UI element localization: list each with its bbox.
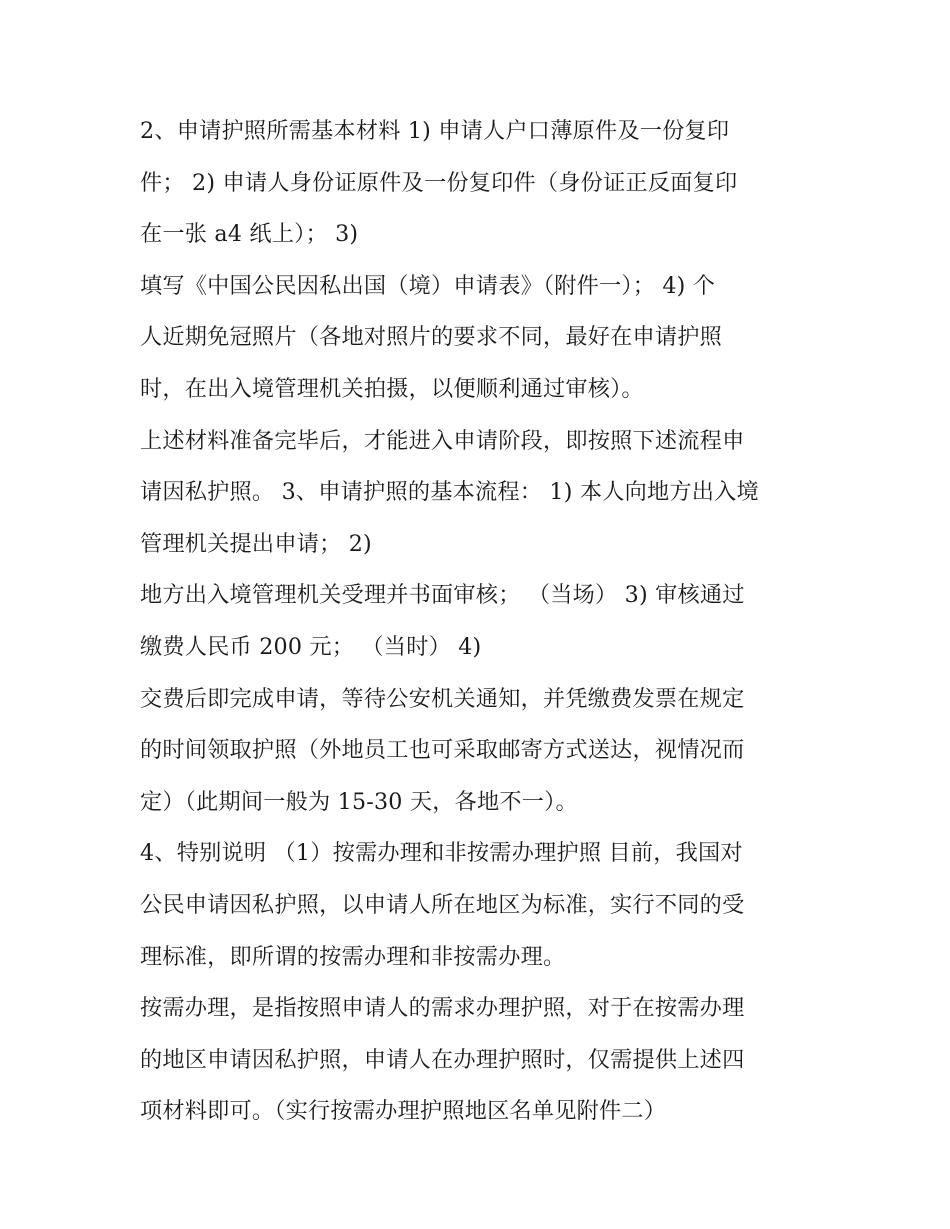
text-line: 定）（此期间一般为 15-30 天，各地不一）。: [140, 788, 578, 815]
text-line: 交费后即完成申请，等待公安机关通知，并凭缴费发票在规定: [140, 685, 745, 712]
document-body: [140, 108, 820, 1140]
text-line: 件； 2) 申请人身份证原件及一份复印件（身份证正反面复印: [140, 169, 738, 196]
text-line: 按需办理，是指按照申请人的需求办理护照，对于在按需办理: [140, 995, 745, 1022]
text-line: 4、特别说明 （1）按需办理和非按需办理护照 目前，我国对: [140, 840, 743, 867]
text-line: 2、申请护照所需基本材料 1) 申请人户口薄原件及一份复印: [140, 118, 730, 144]
text-line: 人近期免冠照片（各地对照片的要求不同，最好在申请护照: [140, 324, 723, 351]
text-line: 上述材料准备完毕后，才能进入申请阶段，即按照下述流程申: [140, 427, 745, 454]
text-line: 缴费人民币 200 元； （当时） 4): [140, 633, 482, 660]
text-line: 请因私护照。 3、申请护照的基本流程： 1) 本人向地方出入境: [140, 479, 759, 506]
text-line: 的地区申请因私护照，申请人在办理护照时，仅需提供上述四: [140, 1046, 745, 1073]
text-line: 管理机关提出申请； 2): [140, 530, 372, 557]
text-line: 的时间领取护照（外地员工也可采取邮寄方式送达，视情况而: [140, 737, 745, 764]
text-line: 在一张 a4 纸上）； 3): [140, 221, 359, 248]
text-line: 地方出入境管理机关受理并书面审核； （当场） 3) 审核通过: [140, 582, 745, 609]
text-line: 理标准，即所谓的按需办理和非按需办理。: [140, 943, 566, 970]
text-line: 项材料即可。（实行按需办理护照地区名单见附件二）: [140, 1098, 667, 1125]
text-line: 公民申请因私护照，以申请人所在地区为标准，实行不同的受: [140, 891, 745, 918]
text-line: 填写《中国公民因私出国（境）申请表》（附件一）； 4) 个: [140, 272, 716, 299]
text-line: 时，在出入境管理机关拍摄，以便顺利通过审核）。: [140, 375, 644, 402]
